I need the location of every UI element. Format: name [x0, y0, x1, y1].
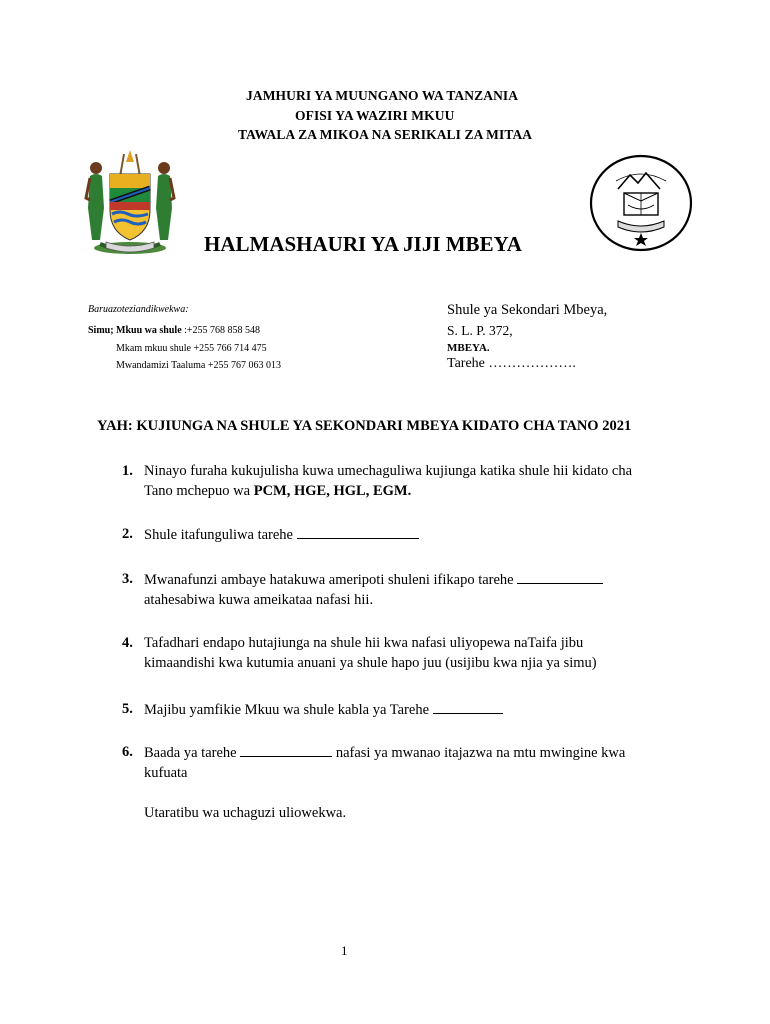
blank-field[interactable]: [433, 699, 503, 714]
blank-field[interactable]: [297, 524, 419, 539]
item-combinations: PCM, HGE, HGL, EGM.: [253, 483, 412, 499]
deputy-phone-line: Mkam mkuu shule +255 766 714 475: [116, 343, 267, 354]
item-text: Tafadhari endapo hutajiunga na shule hii kwa nafasi uliyopewa naTaifa jibu: [144, 635, 584, 651]
academic-phone-line: Mwandamizi Taaluma +255 767 063 013: [116, 360, 282, 371]
header-administration: TAWALA ZA MIKOA NA SERIKALI ZA MITAA: [238, 127, 533, 142]
council-title: HALMASHAURI YA JIJI MBEYA: [204, 232, 522, 256]
item-text: Tano mchepuo wa: [144, 483, 254, 499]
item-number: 3.: [122, 571, 133, 587]
coat-of-arms-icon: [78, 148, 182, 256]
header-office: OFISI YA WAZIRI MKUU: [295, 108, 455, 123]
item-text: Ninayo furaha kukujulisha kuwa umechaguliwa kujiunga katika shule hii kidato cha: [144, 463, 633, 479]
item-text: Majibu yamfikie Mkuu wa shule kabla ya Tarehe: [144, 702, 433, 718]
school-seal-icon: [588, 153, 694, 253]
closing-line: Utaratibu wa uchaguzi uliowekwa.: [144, 805, 347, 821]
date-line: Tarehe ……………….: [447, 356, 576, 371]
city: MBEYA.: [447, 342, 490, 354]
po-box: S. L. P. 372,: [447, 323, 513, 338]
item-number: 6.: [122, 744, 133, 760]
head-phone-label: Simu; Mkuu wa shule: [88, 325, 182, 336]
address-note: Baruazoteziandikwekwa:: [88, 304, 189, 315]
letter-subject: YAH: KUJIUNGA NA SHULE YA SEKONDARI MBEYA KIDATO CHA TANO 2021: [97, 418, 632, 434]
item-number: 1.: [122, 463, 133, 479]
item-number: 5.: [122, 701, 133, 717]
school-name: Shule ya Sekondari Mbeya,: [447, 302, 608, 318]
item-number: 2.: [122, 526, 133, 542]
head-phone-line: [88, 325, 260, 336]
item-text: Baada ya tarehe: [144, 745, 241, 761]
item-text: Mwanafunzi ambaye hatakuwa ameripoti shuleni ifikapo tarehe: [144, 572, 518, 588]
page-number: 1: [341, 943, 348, 958]
header-republic: JAMHURI YA MUUNGANO WA TANZANIA: [246, 88, 519, 103]
item-number: 4.: [122, 635, 133, 651]
item-text: kimaandishi kwa kutumia anuani ya shule hapo juu (usijibu kwa njia ya simu): [144, 655, 597, 671]
item-text: kufuata: [144, 765, 188, 781]
blank-field[interactable]: [240, 742, 332, 757]
head-phone-number: :+255 768 858 548: [181, 325, 261, 336]
blank-field[interactable]: [517, 569, 603, 584]
item-text: Shule itafunguliwa tarehe: [144, 527, 297, 543]
item-text: nafasi ya mwanao itajazwa na mtu mwingine kwa: [332, 745, 626, 761]
item-text: atahesabiwa kuwa ameikataa nafasi hii.: [144, 592, 374, 608]
